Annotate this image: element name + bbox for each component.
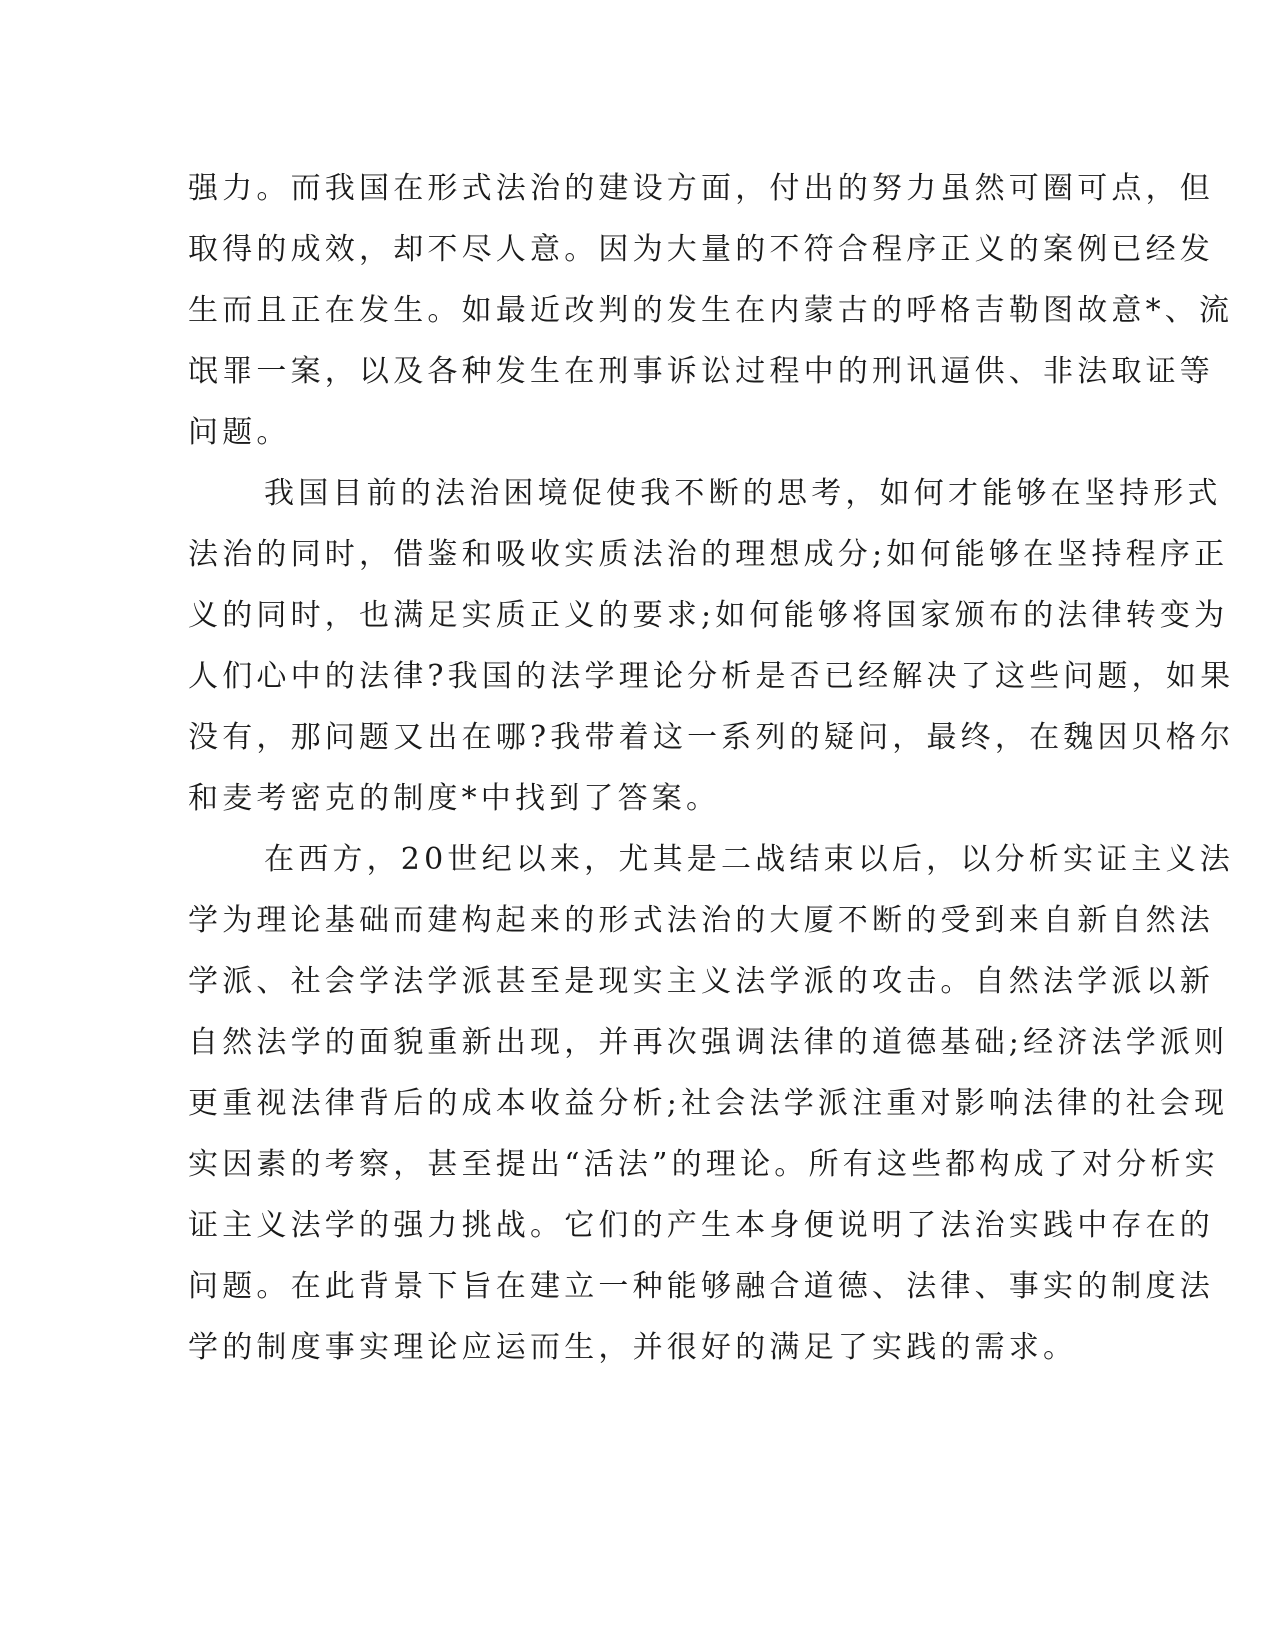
document-body	[188, 158, 1235, 1378]
paragraph-1	[188, 158, 1234, 463]
text-line: 问题。在此背景下旨在建立一种能够融合道德、法律、事实的制度法	[188, 1269, 1214, 1304]
paragraph-3	[188, 829, 1234, 1378]
text-line: 学的制度事实理论应运而生，并很好的满足了实践的需求。	[188, 1330, 1078, 1365]
text-line: 实因素的考察，甚至提出“活法”的理论。所有这些都构成了对分析实	[188, 1147, 1219, 1182]
text-line: 问题。	[188, 415, 291, 450]
text-line: 取得的成效，却不尽人意。因为大量的不符合程序正义的案例已经发	[188, 232, 1214, 267]
text-line: 氓罪一案，以及各种发生在刑事诉讼过程中的刑讯逼供、非法取证等	[188, 354, 1214, 389]
text-line: 和麦考密克的制度*中找到了答案。	[188, 781, 721, 816]
text-line: 强力。而我国在形式法治的建设方面，付出的努力虽然可圈可点，但	[188, 171, 1214, 206]
text-line: 在西方，20世纪以来，尤其是二战结束以后，以分析实证主义法	[264, 842, 1234, 877]
text-line: 证主义法学的强力挑战。它们的产生本身便说明了法治实践中存在的	[188, 1208, 1214, 1243]
text-line: 人们心中的法律?我国的法学理论分析是否已经解决了这些问题，如果	[188, 659, 1235, 694]
text-line: 生而且正在发生。如最近改判的发生在内蒙古的呼格吉勒图故意*、流	[188, 293, 1234, 328]
text-line: 法治的同时，借鉴和吸收实质法治的理想成分;如何能够在坚持程序正	[188, 537, 1229, 572]
text-line: 没有，那问题又出在哪?我带着这一系列的疑问，最终，在魏因贝格尔	[188, 720, 1235, 755]
text-line: 自然法学的面貌重新出现，并再次强调法律的道德基础;经济法学派则	[188, 1025, 1229, 1060]
text-line: 学为理论基础而建构起来的形式法治的大厦不断的受到来自新自然法	[188, 903, 1214, 938]
text-line: 学派、社会学法学派甚至是现实主义法学派的攻击。自然法学派以新	[188, 964, 1214, 999]
text-line: 我国目前的法治困境促使我不断的思考，如何才能够在坚持形式	[264, 476, 1222, 511]
paragraph-2	[188, 463, 1235, 829]
text-line: 义的同时，也满足实质正义的要求;如何能够将国家颁布的法律转变为	[188, 598, 1229, 633]
text-line: 更重视法律背后的成本收益分析;社会法学派注重对影响法律的社会现	[188, 1086, 1229, 1121]
